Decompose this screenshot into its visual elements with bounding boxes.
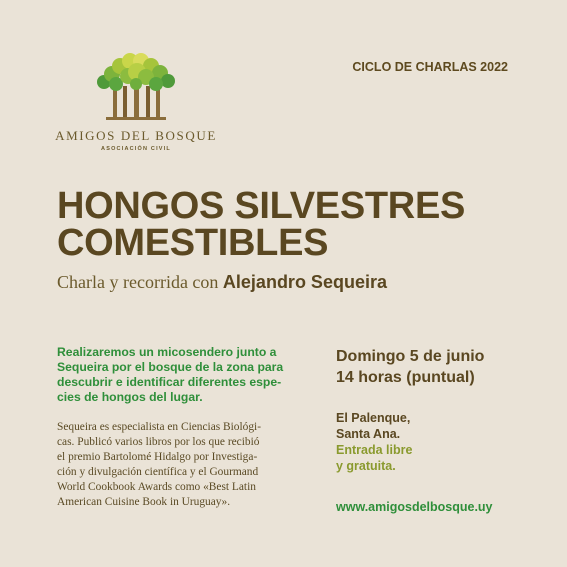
event-datetime (336, 346, 536, 388)
title-line-2: COMESTIBLES (57, 222, 329, 264)
page-title (57, 185, 537, 264)
subtitle-prefix: Charla y recorrida con (57, 272, 223, 292)
trees-logo-icon (90, 52, 180, 124)
bio-line: Sequeira es especialista en Ciencias Biológi- (57, 421, 262, 433)
entry-info (336, 442, 536, 474)
bio-paragraph (57, 420, 319, 510)
brand-subtitle: ASOCIACIÓN CIVIL (101, 146, 171, 152)
intro-line: descubrir e identificar diferentes espe- (57, 375, 282, 389)
place-line-1: El Palenque, (336, 411, 411, 425)
cycle-label: CICLO DE CHARLAS 2022 (352, 60, 508, 74)
title-line-1: HONGOS SILVESTRES (57, 185, 466, 227)
brand-logo (52, 52, 220, 162)
event-time: 14 horas (puntual) (336, 369, 475, 386)
entry-line-1: Entrada libre (336, 443, 413, 457)
brand-name: AMIGOS DEL BOSQUE (55, 128, 217, 143)
bio-line: el premio Bartolomé Hidalgo por Investiga- (57, 451, 258, 463)
intro-paragraph (57, 345, 319, 405)
intro-line: Sequeira por el bosque de la zona para (57, 360, 284, 374)
event-place (336, 410, 536, 442)
bio-line: American Cuisine Book in Uruguay». (57, 496, 231, 508)
subtitle (57, 272, 387, 293)
bio-line: ción y divulgación científica y el Gourmand (57, 466, 259, 478)
place-line-2: Santa Ana. (336, 427, 401, 441)
intro-line: cies de hongos del lugar. (57, 390, 203, 404)
speaker-name: Alejandro Sequeira (222, 272, 387, 292)
entry-line-2: y gratuita. (336, 459, 396, 473)
website-link[interactable]: www.amigosdelbosque.uy (336, 500, 493, 514)
event-date: Domingo 5 de junio (336, 348, 485, 365)
bio-line: cas. Publicó varios libros por los que recibió (57, 436, 260, 448)
intro-line: Realizaremos un micosendero junto a (57, 345, 277, 359)
bio-line: World Cookbook Awards como «Best Latin (57, 481, 256, 493)
